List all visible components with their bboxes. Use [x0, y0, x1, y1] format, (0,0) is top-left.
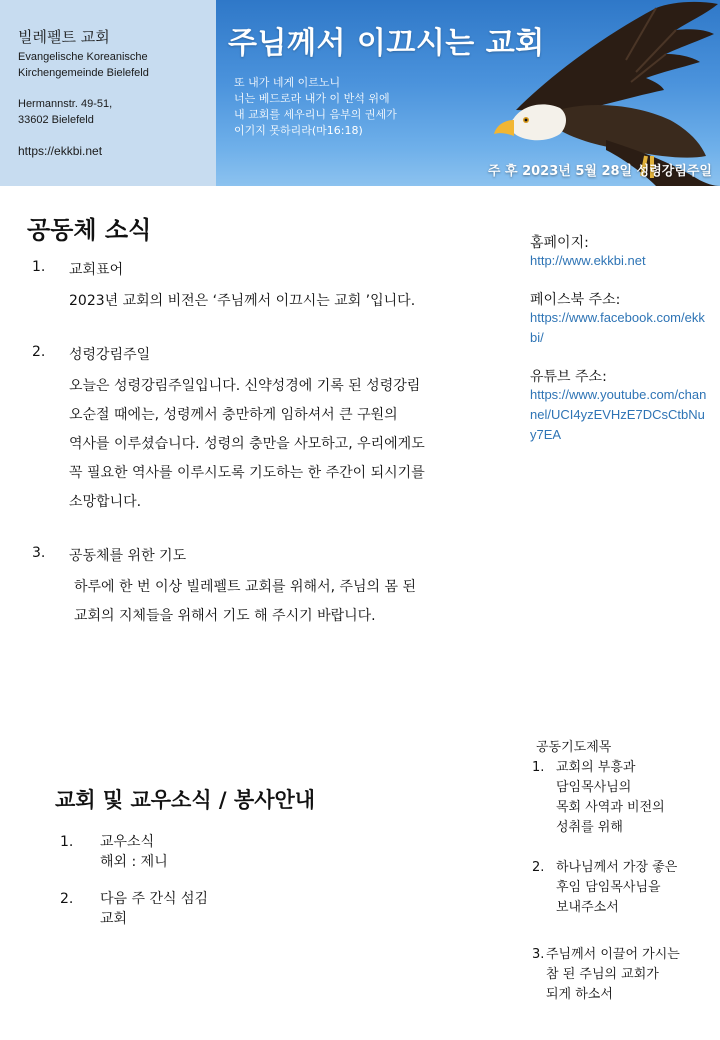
news-body: 하루에 한 번 이상 빌레펠트 교회를 위해서, 주님의 몸 된 교회의 지체들을 위해서 기도 해 주시기 바랍니다.: [74, 579, 417, 624]
news-heading: 교회표어: [69, 262, 124, 278]
homepage-link[interactable]: http://www.ekkbi.net: [530, 253, 646, 268]
news-body: 오늘은 성령강림주일입니다. 신약성경에 기록 된 성령강림 오순절 때에는, 성령께서 충만하게 임하셔서 큰 구원의 역사를 이루셨습니다. 성령의 충만을 사모하고, 우리에게도 꼭 필요한 역사를 이루시도록 기도하는 한 주간이 되시기를 소망합니다.: [69, 378, 425, 510]
youtube-link[interactable]: https://www.youtube.com/channel/UCI4yzEVHzE7DCsCtbNuy7EA: [530, 387, 707, 442]
service-date: 주 후 2023년 5월 28일 성령강림주일: [487, 164, 712, 179]
news-heading: 공동체를 위한 기도: [69, 548, 187, 564]
homepage-label: 홈페이지:: [530, 235, 589, 251]
header-info-panel: [0, 0, 216, 186]
facebook-link[interactable]: https://www.facebook.com/ekkbi/: [530, 310, 705, 345]
news-heading: 성령강림주일: [69, 347, 151, 363]
banner-title: 주님께서 이끄시는 교회: [228, 26, 545, 61]
church-website[interactable]: https://ekkbi.net: [18, 144, 103, 158]
church-name: 빌레펠트 교회: [18, 28, 110, 46]
prayer-title: 공동기도제목: [536, 740, 612, 755]
community-news-title: 공동체 소식: [27, 216, 152, 244]
church-name-german: Evangelische Koreanische Kirchengemeinde Bielefeld: [18, 51, 149, 79]
news-body: 2023년 교회의 비전은 ‘주님께서 이끄시는 교회 ’입니다.: [69, 293, 416, 309]
church-news-title: 교회 및 교우소식 / 봉사안내: [55, 788, 316, 812]
header-banner: [216, 0, 720, 186]
banner-verse: 또 내가 네게 이르노니 너는 베드로라 내가 이 반석 위에 내 교회를 세우리니 음부의 권세가 이기지 못하리라(마16:18): [234, 76, 397, 137]
facebook-label: 페이스북 주소:: [530, 292, 621, 308]
church-address: Hermannstr. 49-51, 33602 Bielefeld: [18, 98, 113, 126]
youtube-label: 유튜브 주소:: [530, 369, 607, 385]
